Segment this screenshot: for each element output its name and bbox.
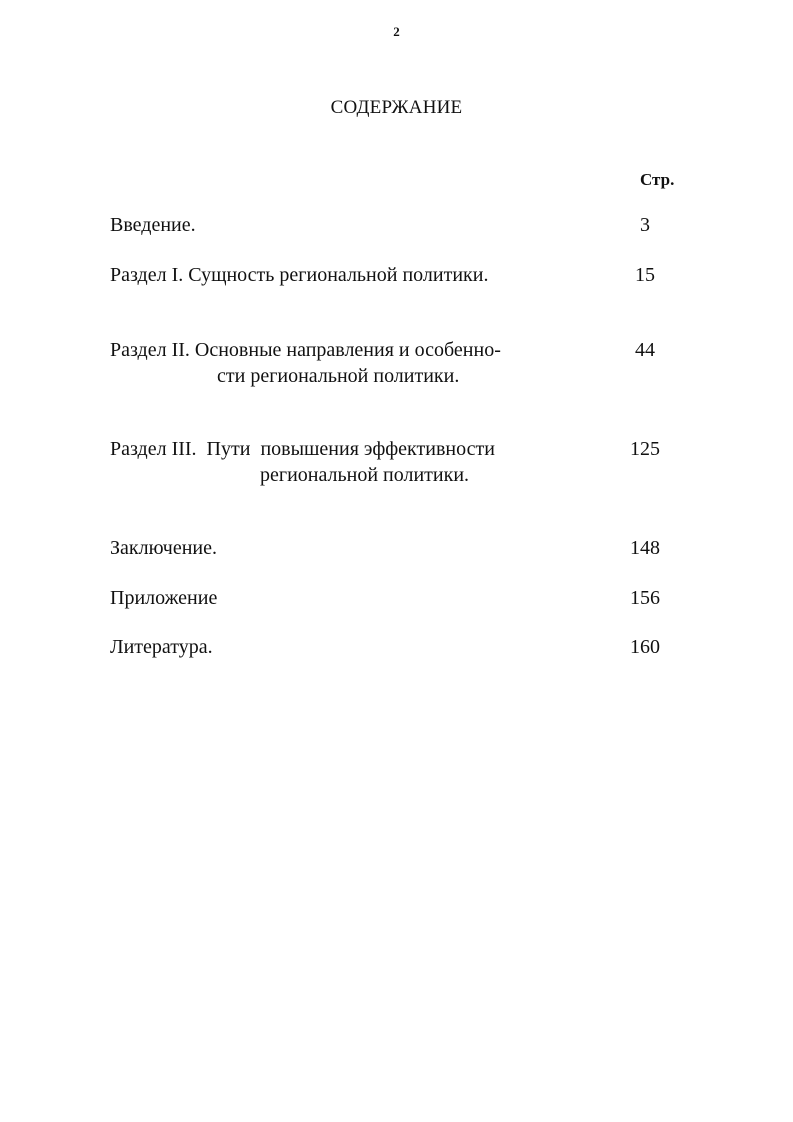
- page-column-label: Стр.: [640, 170, 675, 189]
- toc-entry-title-line-1: Раздел II. Основные направления и особенно-: [110, 339, 501, 361]
- toc-entry-page-number: 160: [630, 636, 660, 658]
- toc-entry-literature: [110, 634, 690, 660]
- toc-entry-introduction: [110, 212, 690, 238]
- toc-entry-title: Литература.: [110, 636, 213, 658]
- page-number: 2: [393, 24, 400, 39]
- page-title: СОДЕРЖАНИЕ: [330, 97, 463, 118]
- toc-entry-page-number: 3: [640, 214, 650, 236]
- toc-entry-title-line-2: региональной политики.: [260, 464, 470, 486]
- toc-entry-section-3: [110, 436, 690, 488]
- toc-entry-section-1: [110, 262, 690, 288]
- toc-entry-title: Заключение.: [110, 537, 217, 559]
- toc-entry-title-line-1: Раздел III. Пути повышения эффективности: [110, 438, 495, 460]
- toc-entry-appendix: [110, 585, 690, 611]
- toc-entry-page-number: 125: [630, 438, 660, 460]
- toc-entry-title: Приложение: [110, 587, 218, 609]
- toc-entry-page-number: 148: [630, 537, 660, 559]
- toc-entry-title: Раздел I. Сущность региональной политики.: [110, 264, 489, 286]
- toc-entry-page-number: 44: [635, 339, 655, 361]
- toc-entry-title: [110, 436, 550, 488]
- toc-entry-page-number: 156: [630, 587, 660, 609]
- toc-entry-title-line-2: сти региональной политики.: [217, 365, 460, 387]
- toc-entry-title: [110, 337, 550, 389]
- toc-entry-page-number: 15: [635, 264, 655, 286]
- toc-entry-title: Введение.: [110, 214, 196, 236]
- toc-entry-section-2: [110, 337, 690, 389]
- toc-entry-conclusion: [110, 535, 690, 561]
